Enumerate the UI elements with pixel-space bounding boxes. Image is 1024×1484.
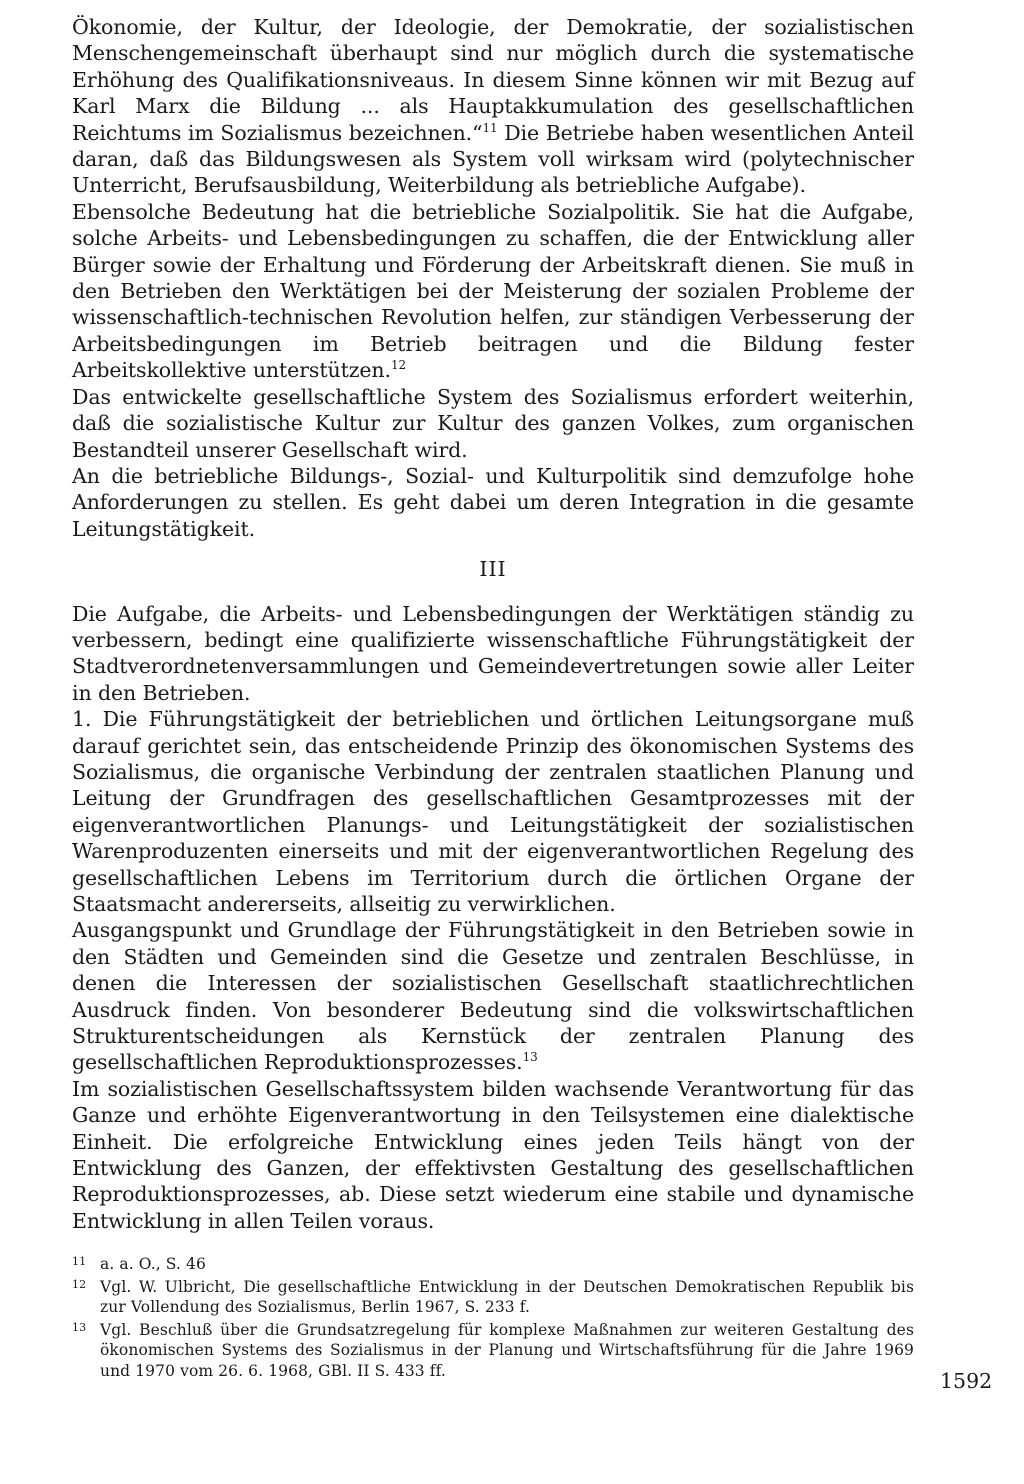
paragraph-8: Im sozialistischen Gesellschaftssystem bilden wachsende Verantwortung für das Ganze und erhöhte Eigenverantwortung in den Teilsystemen eine dialektische Einheit. Die erfolgreiche Entwicklung eines jeden Teils hängt von der Entwicklung des Ganzen, der effektivsten Gestaltung des gesellschaftlichen Reproduktionsprozesses, ab. Diese setzt wiederum eine stabile und dynamische Entwicklung in allen Teilen voraus. xyxy=(72,1076,914,1233)
footnote-ref-13: 13 xyxy=(522,1050,538,1065)
footnote-text: Vgl. Beschluß über die Grundsatzregelung für komplexe Maßnahmen zur weiteren Gestaltung des ökonomischen Systems des Sozialismus in der Planung und Wirtschaftsführung für die Jahre 1969 und 1970 vom 26. 6. 1968, GBl. II S. 433 ff. xyxy=(100,1320,914,1380)
paragraph-4: An die betriebliche Bildungs-, Sozial- und Kulturpolitik sind demzufolge hohe Anforderungen zu stellen. Es geht dabei um deren Integration in die gesamte Leitungstätigkeit. xyxy=(72,463,914,541)
footnotes xyxy=(72,1254,914,1384)
page-number: 1592 xyxy=(940,1369,993,1393)
footnote-11 xyxy=(72,1254,914,1275)
main-text xyxy=(72,14,914,1234)
footnote-text: a. a. O., S. 46 xyxy=(100,1255,206,1273)
paragraph-1: Ökonomie, der Kultur, der Ideologie, der Demokratie, der sozialistischen Menschengemeinschaft überhaupt sind nur möglich durch die systematische Erhöhung des Qualifikationsniveaus. In diesem Sinne können wir mit Bezug auf Karl Marx die Bildung ... als Hauptakkumulation des gesellschaftlichen Reichtums im Sozialismus bezeichnen.“$^{11}$ Die Betriebe haben wesentlichen Anteil daran, daß das Bildungswesen als System voll wirksam wird (polytechnischer Unterricht, Berufsausbildung, Weiterbildung als betriebliche Aufgabe). xyxy=(72,15,914,198)
footnote-ref-12: 12 xyxy=(390,358,407,373)
footnote-ref-11: 11 xyxy=(482,120,498,135)
paragraph-6: 1. Die Führungstätigkeit der betrieblichen und örtlichen Leitungsorgane muß darauf gerichtet sein, das entscheidende Prinzip des ökonomischen Systems des Sozialismus, die organische Verbindung der zentralen staatlichen Planung und Leitung der Grundfragen des gesellschaftlichen Gesamtprozesses mit der eigenverantwortlichen Planungs- und Leitungstätigkeit der sozialistischen Warenproduzenten einerseits und mit der eigenverantwortlichen Regelung des gesellschaftlichen Lebens im Territorium durch die örtlichen Organe der Staatsmacht andererseits, allseitig zu verwirklichen. xyxy=(72,707,914,916)
paragraph-3: Das entwickelte gesellschaftliche System des Sozialismus erfordert weiterhin, daß die sozialistische Kultur zur Kultur des ganzen Volkes, zum organischen Bestandteil unserer Gesellschaft wird. xyxy=(72,384,914,462)
footnote-number: 13 xyxy=(72,1320,87,1334)
footnote-number: 12 xyxy=(72,1277,87,1291)
paragraph-2: Ebensolche Bedeutung hat die betriebliche Sozialpolitik. Sie hat die Aufgabe, solche Arbeits- und Lebensbedingungen zu schaffen, die der Entwicklung aller Bürger sowie der Erhaltung und Förderung der Arbeitskraft dienen. Sie muß in den Betrieben den Werktätigen bei der Meisterung der sozialen Probleme der wissenschaftlich-technischen Revolution helfen, zur ständigen Verbesserung der Arbeitsbedingungen im Betrieb beitragen und die Bildung fester Arbeitskollektive unterstützen.$^{12}$ xyxy=(72,199,914,383)
footnote-number: 11 xyxy=(72,1255,87,1268)
paragraph-7: Ausgangspunkt und Grundlage der Führungstätigkeit in den Betrieben sowie in den Städten und Gemeinden sind die Gesetze und zentralen Beschlüsse, in denen die Interessen der sozialistischen Gesellschaft staatlichrechtlichen Ausdruck finden. Von besonderer Bedeutung sind die volkswirtschaftlichen Strukturentscheidungen als Kernstück der zentralen Planung des gesellschaftlichen Reproduktionsprozesses.$^{13}$ xyxy=(72,918,914,1075)
footnote-12 xyxy=(72,1277,914,1318)
paragraph-5: Die Aufgabe, die Arbeits- und Lebensbedingungen der Werktätigen ständig zu verbessern, bedingt eine qualifizierte wissenschaftliche Führungstätigkeit der Stadtverordnetenversammlungen und Gemeindevertretungen sowie aller Leiter in den Betrieben. xyxy=(72,601,914,705)
section-heading: III xyxy=(479,557,507,582)
footnote-13 xyxy=(72,1320,914,1382)
footnote-text: Vgl. W. Ulbricht, Die gesellschaftliche Entwicklung in der Deutschen Demokratischen Republik bis zur Vollendung des Sozialismus, Berlin 1967, S. 233 f. xyxy=(100,1277,914,1317)
